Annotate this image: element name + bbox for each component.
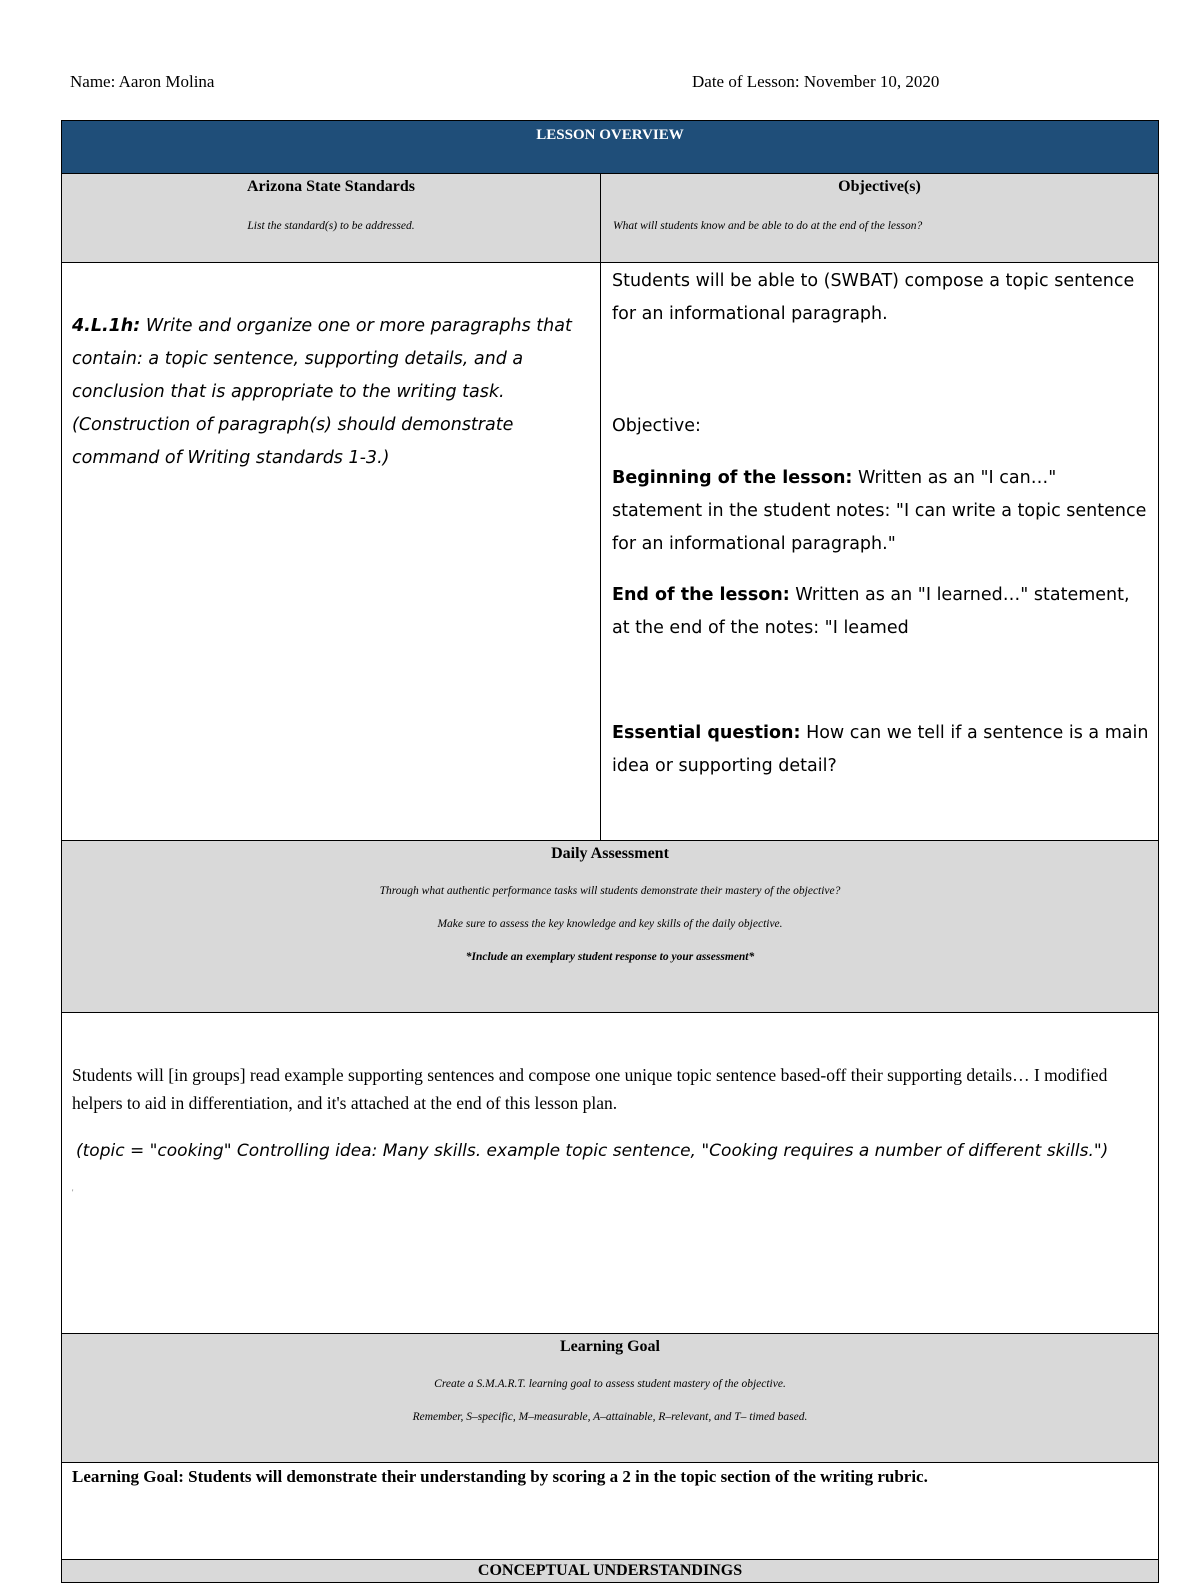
- assessment-example: (topic = "cooking" Controlling idea: Many skills. example topic sentence, "Cooking requires a number of different skills."): [76, 1141, 1109, 1161]
- stray-mark: ': [72, 1188, 74, 1197]
- learning-goal-prompt-2: Remember, S–specific, M–measurable, A–attainable, R–relevant, and T– timed based.: [412, 1411, 808, 1423]
- conceptual-understandings-heading: CONCEPTUAL UNDERSTANDINGS: [62, 1560, 1159, 1583]
- assessment-header-cell: [62, 841, 1159, 1013]
- objectives-content-cell: [601, 263, 1159, 841]
- objectives-prompt: What will students know and be able to do at the end of the lesson?: [613, 220, 923, 232]
- lesson-plan-table: [61, 120, 1159, 1583]
- standards-content-cell: [62, 263, 601, 841]
- swbat-statement: Students will be able to (SWBAT) compose a topic sentence for an informational paragraph.: [612, 271, 1135, 324]
- end-label: End of the lesson:: [612, 585, 790, 605]
- standards-header-cell: [62, 174, 601, 263]
- essential-label: Essential question:: [612, 723, 801, 743]
- standard-code: 4.L.1h:: [72, 316, 141, 336]
- objectives-heading: Objective(s): [838, 178, 921, 195]
- assessment-prompt-2: Make sure to assess the key knowledge and key skills of the daily objective.: [437, 918, 783, 930]
- essential-text: How can we tell if a sentence is a main idea or supporting detail?: [612, 723, 1149, 776]
- essential-question: [612, 717, 1150, 783]
- assessment-prompt-3: *Include an exemplary student response to your assessment*: [465, 951, 755, 963]
- teacher-name: Name: Aaron Molina: [70, 72, 215, 91]
- objective-label: Objective:: [612, 416, 701, 436]
- standard-text: Write and organize one or more paragraphs that contain: a topic sentence, supporting details, and a conclusion that is appropriate to the writing task. (Construction of paragraph(s) should demonstrate command of Writing standards 1-3.): [72, 316, 572, 468]
- standards-prompt: List the standard(s) to be addressed.: [247, 220, 415, 232]
- assessment-prompt-1: Through what authentic performance tasks will students demonstrate their mastery of the objective?: [379, 885, 841, 897]
- assessment-description: Students will [in groups] read example supporting sentences and compose one unique topic sentence based-off their supporting details… I modified helpers to aid in differentiation, and it's attached at the end of this lesson plan.: [72, 1065, 1108, 1113]
- beginning-of-lesson: [612, 462, 1150, 561]
- objectives-header-cell: [601, 174, 1159, 263]
- lesson-date: Date of Lesson: November 10, 2020: [692, 72, 940, 91]
- standards-heading: Arizona State Standards: [246, 178, 415, 195]
- learning-goal-header-cell: [62, 1334, 1159, 1463]
- beginning-text: Written as an "I can…" statement in the student notes: "I can write a topic sentence for an informational paragraph.": [612, 468, 1147, 554]
- beginning-label: Beginning of the lesson:: [612, 468, 853, 488]
- assessment-body-cell: [62, 1013, 1159, 1334]
- learning-goal-body: Learning Goal: Students will demonstrate their understanding by scoring a 2 in the topic section of the writing rubric.: [62, 1463, 1159, 1560]
- assessment-heading: Daily Assessment: [551, 845, 669, 862]
- end-text: Written as an "I learned…" statement, at the end of the notes: "I leamed: [612, 585, 1130, 638]
- learning-goal-heading: Learning Goal: [559, 1338, 660, 1355]
- end-of-lesson: [612, 579, 1150, 645]
- learning-goal-prompt-1: Create a S.M.A.R.T. learning goal to assess student mastery of the objective.: [434, 1378, 786, 1390]
- lesson-overview-title: LESSON OVERVIEW: [62, 121, 1159, 174]
